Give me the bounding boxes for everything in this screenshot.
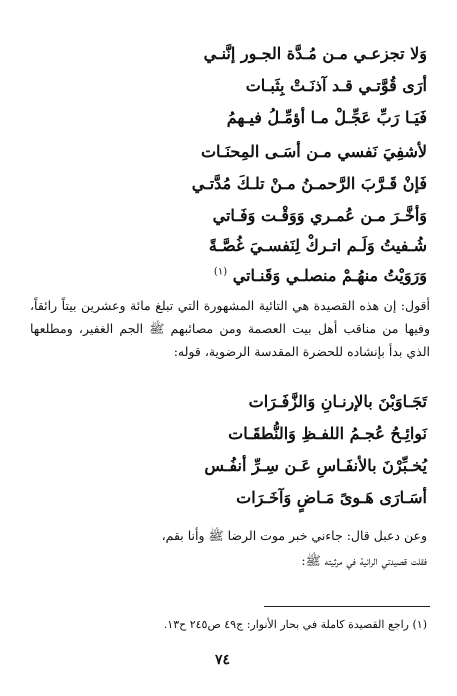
footnote-marker: (١) xyxy=(213,266,228,278)
poem-line xyxy=(214,266,427,285)
poem-line: شُـفيتُ وَلَـم اتـركْ لِنَفسـيَ غُصَّـةً xyxy=(208,236,427,255)
poem-line: أرَى قُوَّتـي قـد آذنَـتْ بِثَبـات xyxy=(245,76,427,95)
poem-line: يُخـبِّرْنَ بالأنفَـاسِ عَـن سِـرِّ أنفُـس xyxy=(204,456,427,475)
page-number: ٧٤ xyxy=(215,652,231,668)
commentary-paragraph: أقول: إن هذه القصيدة هي التائية المشهورة التي تبلغ مائة وعشرين بيتاً رائقاً، وفيها من مناقب أهل بيت العصمة ومن مصائبهم ﷺ الجم الغفير، ومطلعها الذي بدأ بإنشاده للحضرة المقدسة الرضوية، قوله: xyxy=(30,298,430,359)
narration-line: وعن دعبل قال: جاءني خبر موت الرضا ﷺ وأنا بقم، xyxy=(161,528,427,543)
poem-line: تَجَـاوَبْنَ بالإرنـانِ وَالزَّفَـرَات xyxy=(248,392,427,411)
poem-line: نَوائِـحُ عُجـمُ اللفـظِ وَالنُّطقَـات xyxy=(228,424,427,443)
poem-line: فَإنْ قَـرَّبَ الرَّحمـنُ مـنْ تلـكَ مُدَّتـي xyxy=(191,174,427,193)
poem-line: أسَـارَى هَـوىً مَـاضٍ وَآخَـرَات xyxy=(236,488,427,507)
poem-line: وَأخَّـرَ مـن عُمـري وَوَقْـت وَفَـاتي xyxy=(212,206,427,225)
poem-line: وَلا تجزعـي مـن مُـدَّة الجـور إنَّنـي xyxy=(203,44,427,63)
poem-line: فَيَـا رَبِّ عَجِّـلْ مـا أؤمِّـلُ فيـهمُ xyxy=(226,108,427,127)
footnote: (١) راجع القصيدة كاملة في بحار الأنوار: ج٤٩ ص٢٤٥ ح١٣. xyxy=(163,618,427,631)
poem-line: لأشفِيَ نَفسي مـن أسَـى المِحنَـات xyxy=(200,142,427,161)
narration-line: فقلت قصيدتي الرائية في مرثيته ﷺ: xyxy=(301,553,427,568)
poem-line-text: وَرَوَيْتُ منهُـمْ منصلـي وَقَنـاتي xyxy=(232,266,427,285)
footnote-divider xyxy=(264,606,430,607)
